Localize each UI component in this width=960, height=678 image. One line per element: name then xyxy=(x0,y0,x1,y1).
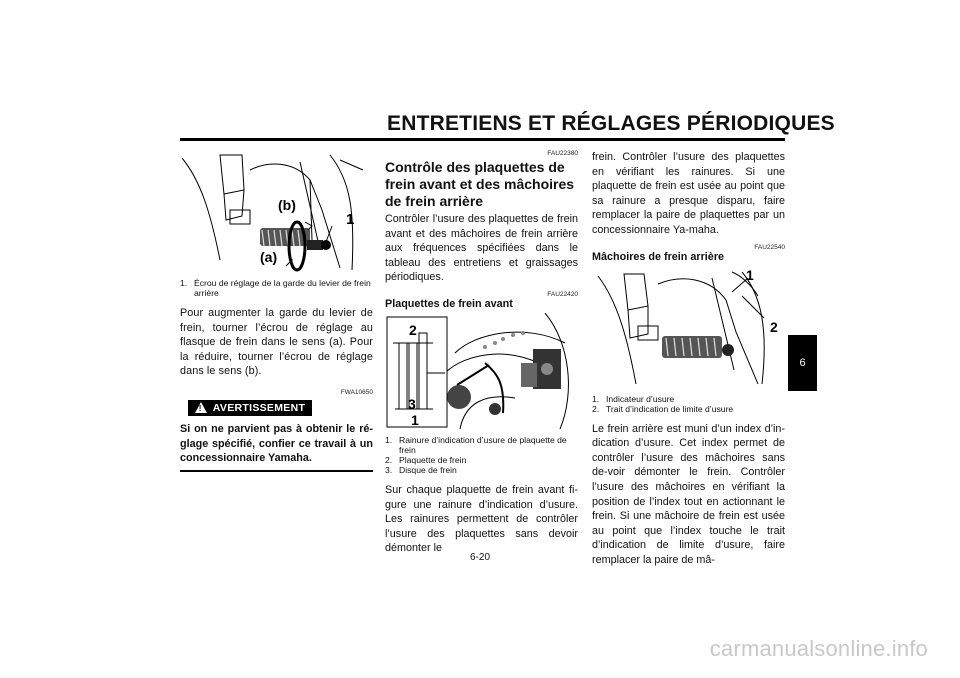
warning-banner xyxy=(188,400,312,416)
label-a: (a) xyxy=(260,249,278,265)
label-2: 2 xyxy=(409,321,417,338)
caption-item xyxy=(592,404,785,414)
label-1: 1 xyxy=(746,266,754,283)
front-pad-text: Sur chaque plaquette de frein avant fi-gure une rainure d’indication d’usure. Les rainures permettent de contrôler l’usure des plaquettes sans devoir démonter le xyxy=(385,483,578,555)
label-1: 1 xyxy=(346,211,355,228)
label-3: 3 xyxy=(408,395,416,412)
warning-triangle-icon: ! xyxy=(195,402,207,413)
caption-text: Plaquette de frein xyxy=(399,454,467,465)
section-code: FAU22380 xyxy=(547,150,578,157)
chapter-tab: 6 xyxy=(788,335,817,391)
figure-caption xyxy=(592,394,785,414)
warning-rule xyxy=(180,470,373,472)
adjust-instructions: Pour augmenter la garde du levier de frein, tourner l’écrou de réglage au flasque de frein dans le sens (a). Pour la réduire, tourner l’écrou de réglage dans le sens (b). xyxy=(180,307,373,378)
subsection-title: Plaquettes de frein avant xyxy=(385,297,513,310)
page-number: 6-20 xyxy=(469,552,490,563)
front-brake-pad-figure xyxy=(385,313,578,429)
caption-text: Indicateur d’usure xyxy=(606,393,675,404)
caption-number: 1. xyxy=(180,278,188,288)
caption-item xyxy=(385,465,578,475)
caption-item xyxy=(180,278,373,298)
section-title: Contrôle des plaquettes de frein avant et des mâchoires de frein arrière xyxy=(385,159,575,209)
column-1 xyxy=(180,150,373,472)
caption-item xyxy=(385,455,578,465)
page-title: ENTRETIENS ET RÉGLAGES PÉRIODIQUES xyxy=(387,112,835,135)
watermark: carmanualsonline.info xyxy=(709,636,928,661)
caption-text: Écrou de réglage de la garde du levier de frein arrière xyxy=(194,278,371,298)
label-b: (b) xyxy=(278,197,296,213)
caption-number: 2. xyxy=(385,454,393,465)
rear-shoe-text: Le frein arrière est muni d’un index d’in-dication d’usure. Cet index permet de contrôler l’usure des mâchoires sans de-voir démonter le frein. Contrôler l’usure des mâchoires en vérifiant la position de l’index tout en actionnant le frein. Si une mâchoire de frein est usée au point que l’index touche le trait d’indication de limite d’usure, faire remplacer la paire de mâ- xyxy=(592,422,785,566)
caption-number: 1. xyxy=(592,393,600,404)
rear-brake-shoe-figure xyxy=(592,266,785,388)
label-1: 1 xyxy=(411,411,419,428)
caption-item xyxy=(385,435,578,455)
caption-number: 2. xyxy=(592,403,600,414)
pad-check-text: frein. Contrôler l’usure des plaquettes en vérifiant les rainures. Si une plaquette de frein est usée au point que sa rainure a presque disparu, faire remplacer la paire de plaquettes par un concessionnaire Ya-maha. xyxy=(592,151,785,236)
warning-code: FWA10650 xyxy=(340,388,373,396)
caption-number: 3. xyxy=(385,464,393,475)
subsection-title: Mâchoires de frein arrière xyxy=(592,250,725,263)
header-rule xyxy=(180,138,785,141)
warning-label: AVERTISSEMENT xyxy=(212,401,306,414)
caption-text: Trait d’indication de limite d’usure xyxy=(606,403,734,414)
caption-item xyxy=(592,394,785,404)
warning-text: Si on ne parvient pas à obtenir le ré-glage spécifié, confier ce travail à un concessionnaire Yamaha. xyxy=(180,422,373,465)
column-3 xyxy=(592,150,785,568)
rear-brake-adjust-illustration xyxy=(180,150,373,272)
figure-caption xyxy=(180,278,373,298)
subsection-code: FAU22540 xyxy=(754,243,785,251)
section-intro: Contrôler l’usure des plaquettes de frein avant et des mâchoires de frein arrière aux fréquences spécifiées dans le tableau des entretiens et graissages périodiques. xyxy=(385,213,578,284)
label-2: 2 xyxy=(770,318,778,335)
figure-caption xyxy=(385,435,578,475)
column-2 xyxy=(385,150,578,556)
front-brake-pad-illustration xyxy=(385,313,578,429)
subsection-code: FAU22420 xyxy=(547,290,578,298)
caption-number: 1. xyxy=(385,434,393,445)
caption-text: Disque de frein xyxy=(399,464,457,475)
caption-text: Rainure d’indication d’usure de plaquette de frein xyxy=(399,434,567,455)
rear-brake-adjust-figure xyxy=(180,150,373,272)
rear-brake-shoe-illustration xyxy=(592,266,785,388)
